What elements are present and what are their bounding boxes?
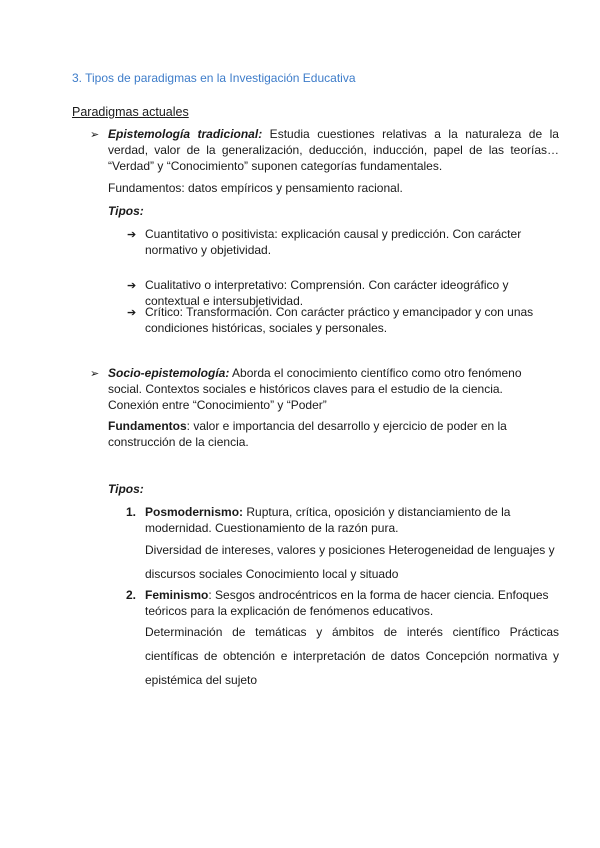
item-title: Posmodernismo: [145,505,244,519]
arrow-right-icon: ➔ [127,280,137,292]
list-number: 1. [126,505,137,519]
fundamentos-text: : valor e importancia del desarrollo y ejercicio de poder en la construcción de la ciencia. [108,419,507,449]
bullet-text: Estudia cuestiones relativas a la naturaleza de la verdad, valor de la generalización, deducción, inducción, papel de las teorías… “Verdad” y “Conocimiento” suponen categorías fundamentales. [108,127,559,173]
bullet-epistemologia-tradicional [108,126,559,174]
arrow-right-icon: ➔ [127,307,137,319]
tipo-cualitativo: Cualitativo o interpretativo: Comprensión. Con carácter ideográfico y contextual e intersubjetividad. [145,278,509,308]
bullet-arrow-icon: ➢ [90,368,100,380]
fundamentos-label: Fundamentos [108,419,187,433]
tipos-label: Tipos: [108,204,144,218]
bullet-arrow-icon: ➢ [90,129,100,141]
item-posmodernismo [145,504,545,536]
fundamentos-paragraph [108,418,533,450]
bullet-socio-epistemologia [108,365,533,413]
bullet-title: Socio-epistemología: [108,366,230,380]
fundamentos-text: Fundamentos: datos empíricos y pensamiento racional. [108,181,403,195]
item-feminismo [145,587,555,619]
bullet-text: Aborda el conocimiento científico como otro fenómeno social. Contextos sociales e históricos claves para el estudio de la ciencia. Conexión entre “Conocimiento” y “Poder” [108,366,522,412]
item-title: Feminismo [145,588,209,602]
arrow-right-icon: ➔ [127,229,137,241]
tipo-critico: Crítico: Transformación. Con carácter práctico y emancipador y con unas condiciones históricas, sociales y personales. [145,305,534,335]
subheading-paradigmas-actuales: Paradigmas actuales [72,105,189,119]
section-heading: 3. Tipos de paradigmas en la Investigación Educativa [72,71,356,85]
tipos-label: Tipos: [108,482,144,496]
item-text: : Sesgos androcéntricos en la forma de hacer ciencia. Enfoques teóricos para la explicación de fenómenos educativos. [145,588,549,618]
item-text: Ruptura, crítica, oposición y distanciamiento de la modernidad. Cuestionamiento de la razón pura. [145,505,511,535]
bullet-title: Epistemología tradicional: [108,127,263,141]
list-number: 2. [126,588,137,602]
item-posmodernismo-detail: Diversidad de intereses, valores y posiciones Heterogeneidad de lenguajes y discursos sociales Conocimiento local y situado [145,543,555,581]
item-feminismo-detail: Determinación de temáticas y ámbitos de interés científico Prácticas científicas de obtención e interpretación de datos Concepción normativa y epistémica del sujeto [145,625,559,687]
tipo-cuantitativo: Cuantitativo o positivista: explicación causal y predicción. Con carácter normativo y objetividad. [145,227,522,257]
